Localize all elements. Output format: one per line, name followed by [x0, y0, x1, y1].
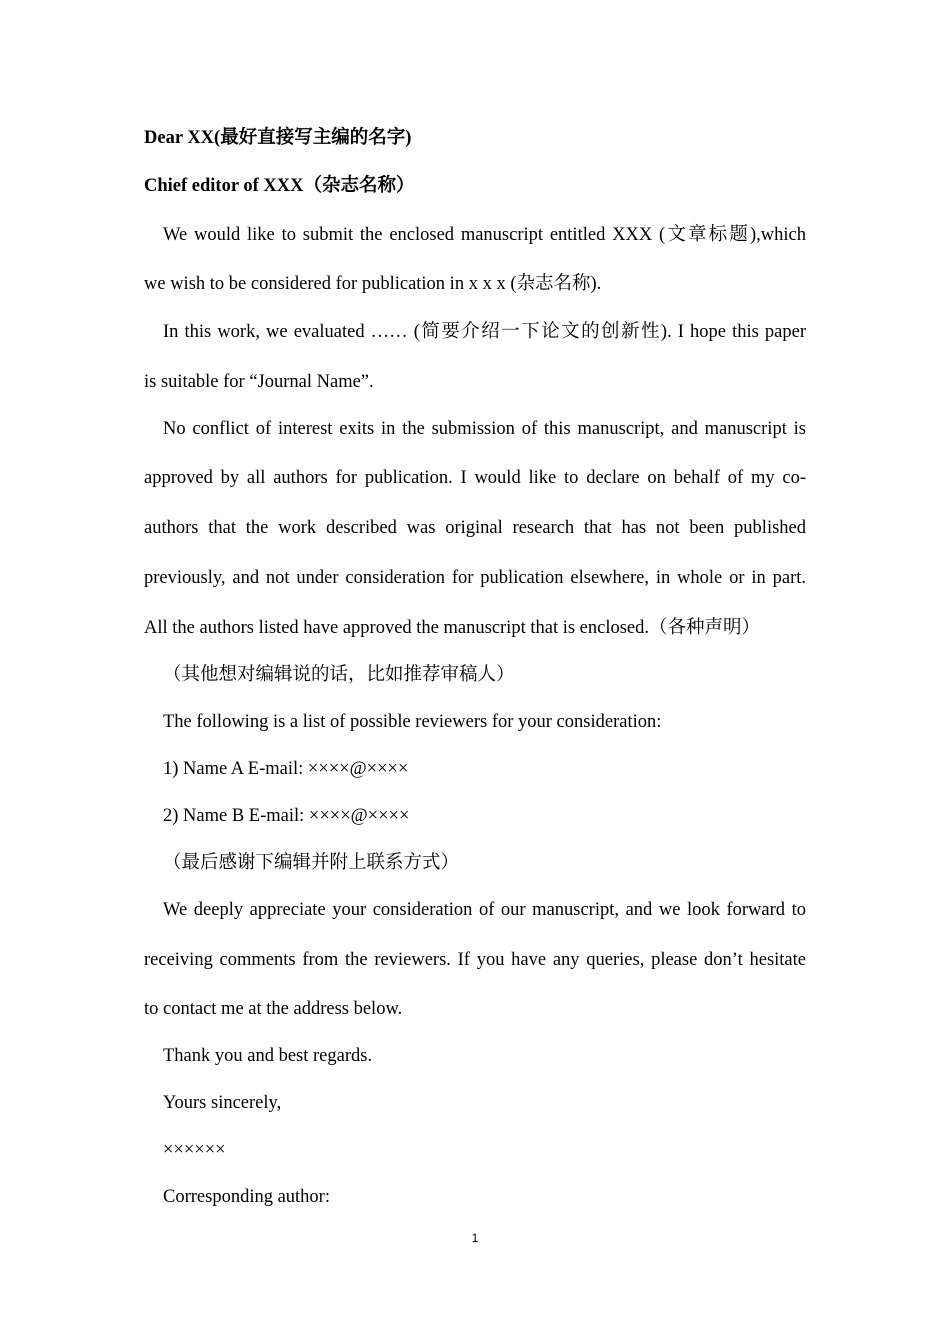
submit-paragraph-line-2: we wish to be considered for publication in x x x (杂志名称). — [144, 274, 602, 294]
work-paragraph-line-2: is suitable for “Journal Name”. — [144, 372, 374, 392]
chief-editor-line: Chief editor of XXX（杂志名称） — [144, 176, 415, 196]
work-paragraph-line-1: In this work, we evaluated …… (简要介绍一下论文的创新性). I hope this paper — [163, 322, 806, 342]
signature: ×××××× — [163, 1140, 226, 1160]
appreciate-paragraph-line-3: to contact me at the address below. — [144, 999, 403, 1019]
submit-paragraph-line-1: We would like to submit the enclosed manuscript entitled XXX (文章标题),which — [163, 225, 806, 245]
conflict-paragraph-line-5: All the authors listed have approved the manuscript that is enclosed.（各种声明） — [144, 618, 761, 638]
reviewer-a: 1) Name A E-mail: ××××@×××× — [163, 759, 409, 779]
conflict-paragraph-line-2: approved by all authors for publication. I would like to declare on behalf of my co- — [144, 468, 806, 488]
corresponding-author-label: Corresponding author: — [163, 1187, 330, 1207]
conflict-paragraph-line-4: previously, and not under consideration for publication elsewhere, in whole or in part. — [144, 568, 806, 588]
note-other: （其他想对编辑说的话，比如推荐审稿人） — [163, 665, 515, 685]
thanks-line: Thank you and best regards. — [163, 1046, 373, 1066]
conflict-paragraph-line-3: authors that the work described was original research that has not been published — [144, 518, 806, 538]
appreciate-paragraph-line-1: We deeply appreciate your consideration of our manuscript, and we look forward to — [163, 900, 806, 920]
reviewers-intro: The following is a list of possible reviewers for your consideration: — [163, 712, 662, 732]
reviewer-b: 2) Name B E-mail: ××××@×××× — [163, 806, 410, 826]
page-number: 1 — [471, 1231, 479, 1245]
closing-line: Yours sincerely, — [163, 1093, 282, 1113]
salutation: Dear XX(最好直接写主编的名字) — [144, 128, 412, 148]
appreciate-paragraph-line-2: receiving comments from the reviewers. If you have any queries, please don’t hesitate — [144, 950, 806, 970]
conflict-paragraph-line-1: No conflict of interest exits in the submission of this manuscript, and manuscript is — [163, 419, 806, 439]
note-thanks: （最后感谢下编辑并附上联系方式） — [163, 853, 460, 873]
